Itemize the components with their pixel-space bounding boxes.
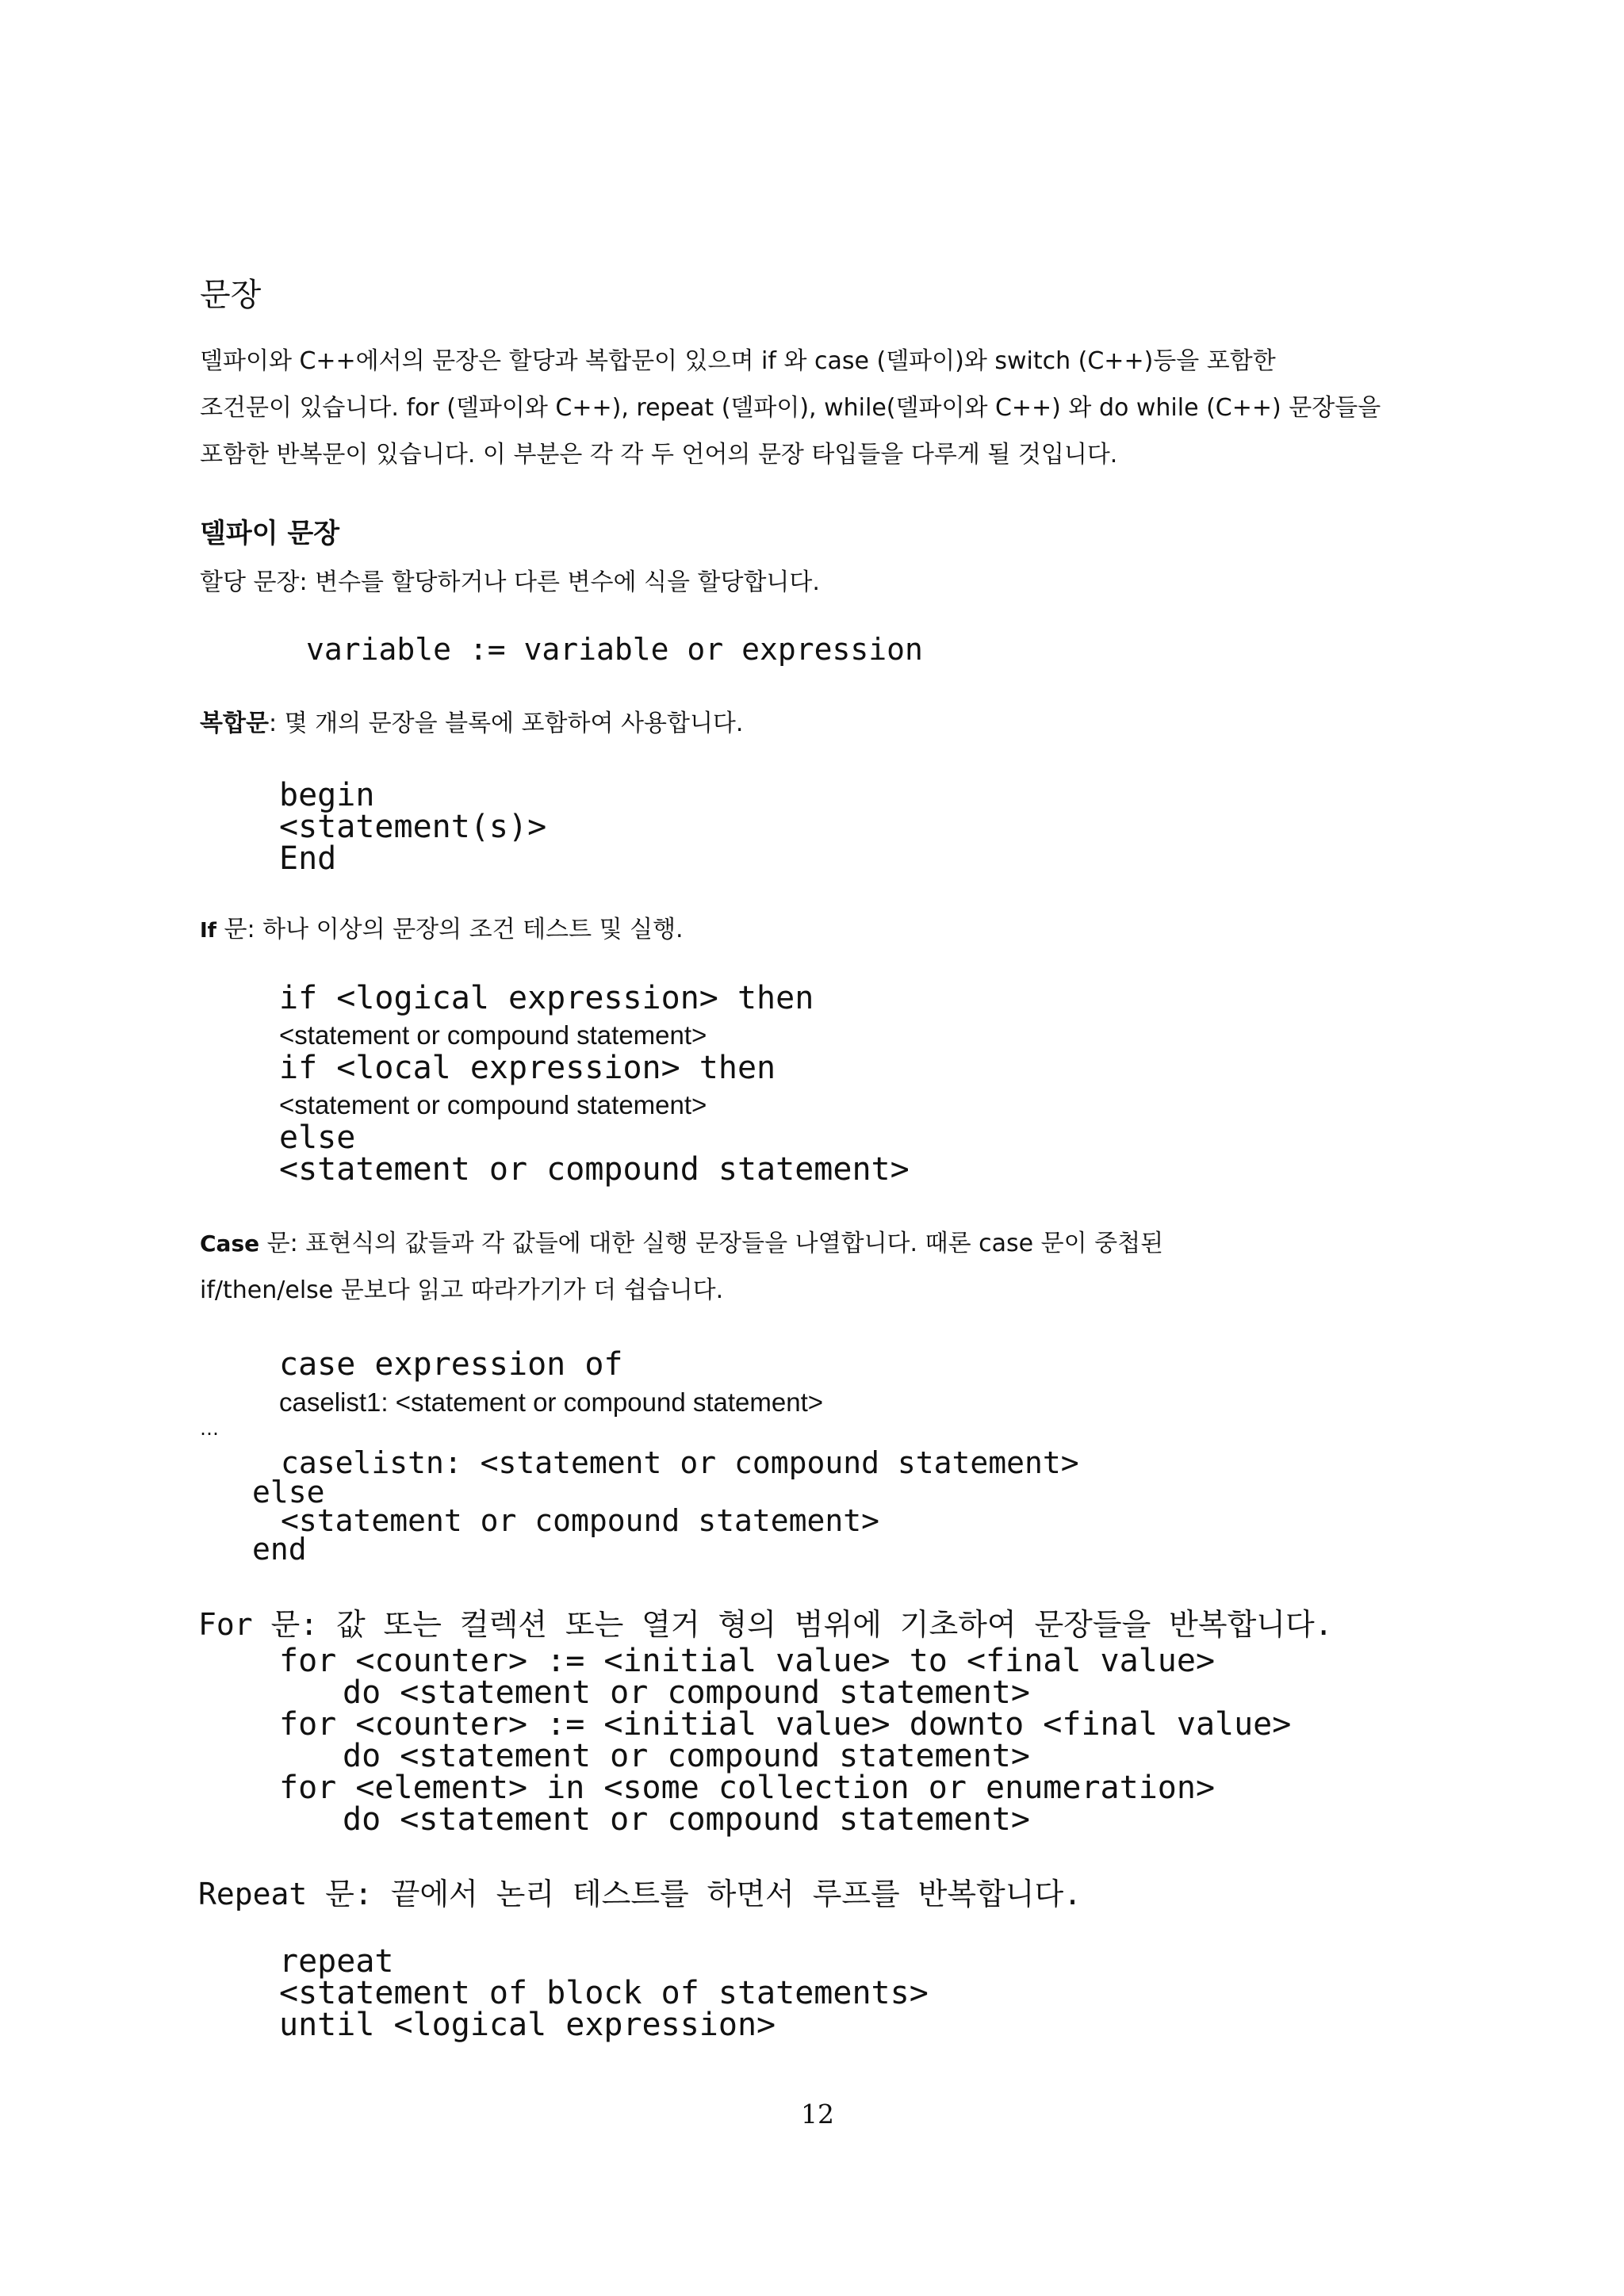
for-code-line-1: for <counter> := <initial value> to <final value>: [279, 1643, 1216, 1679]
compound-description: [200, 712, 743, 736]
case-code-line-5: <statement or compound statement>: [281, 1503, 879, 1538]
case-code-line-6: end: [252, 1532, 307, 1567]
case-description-2: if/then/else 문보다 읽고 따라가기가 더 쉽습니다.: [200, 1276, 724, 1304]
if-description: [200, 918, 684, 942]
compound-desc-text: : 몇 개의 문장을 블록에 포함하여 사용합니다.: [268, 710, 744, 737]
if-code-line-6: <statement or compound statement>: [279, 1151, 910, 1188]
compound-code-begin: begin: [279, 777, 375, 813]
for-code-line-2: do <statement or compound statement>: [343, 1674, 1030, 1711]
if-label: If: [200, 919, 216, 943]
repeat-description: Repeat 문: 끝에서 논리 테스트를 하면서 루프를 반복합니다.: [198, 1877, 1082, 1911]
delphi-heading: 델파이 문장: [200, 518, 340, 549]
case-description-1: [200, 1232, 1163, 1256]
if-code-line-2: <statement or compound statement>: [279, 1020, 707, 1050]
intro-line-3: 포함한 반복문이 있습니다. 이 부분은 각 각 두 언어의 문장 타입들을 다루게 될 것입니다.: [200, 441, 1118, 469]
compound-code-statements: <statement(s)>: [279, 809, 547, 845]
case-code-line-2: caselist1: <statement or compound statement>: [279, 1387, 824, 1417]
repeat-code-line-3: until <logical expression>: [279, 2007, 776, 2043]
if-desc-text: 문: 하나 이상의 문장의 조건 테스트 및 실행.: [216, 916, 684, 943]
repeat-code-line-2: <statement of block of statements>: [279, 1975, 929, 2011]
compound-code-end: End: [279, 840, 337, 877]
intro-line-2: 조건문이 있습니다. for (델파이와 C++), repeat (델파이), while(델파이와 C++) 와 do while (C++) 문장들을: [200, 394, 1381, 422]
case-code-line-3: caselistn: <statement or compound statement>: [281, 1445, 1079, 1480]
case-code-line-4: else: [252, 1475, 325, 1510]
for-code-line-4: do <statement or compound statement>: [343, 1738, 1030, 1774]
for-code-line-6: do <statement or compound statement>: [343, 1801, 1030, 1838]
assignment-code: variable := variable or expression: [306, 632, 923, 667]
if-code-line-4: <statement or compound statement>: [279, 1090, 707, 1119]
case-ellipsis: …: [200, 1418, 219, 1440]
for-code-line-5: for <element> in <some collection or enumeration>: [279, 1770, 1216, 1806]
page-title: 문장: [200, 277, 262, 313]
intro-line-1: 델파이와 C++에서의 문장은 할당과 복합문이 있으며 if 와 case (델파이)와 switch (C++)등을 포함한: [200, 347, 1276, 375]
compound-label: 복합문: [200, 710, 269, 737]
case-desc-text-1: 문: 표현식의 값들과 각 값들에 대한 실행 문장들을 나열합니다. 때론 case 문이 중첩된: [259, 1230, 1164, 1257]
if-code-line-3: if <local expression> then: [279, 1050, 776, 1086]
page-number: 12: [801, 2099, 834, 2130]
case-label: Case: [200, 1230, 260, 1257]
if-code-line-5: else: [279, 1119, 356, 1156]
repeat-code-line-1: repeat: [279, 1943, 394, 1980]
for-code-line-3: for <counter> := <initial value> downto <final value>: [279, 1706, 1292, 1743]
for-description: For 문: 값 또는 컬렉션 또는 열거 형의 범위에 기초하여 문장들을 반복합니다.: [198, 1607, 1333, 1642]
case-code-line-1: case expression of: [279, 1346, 623, 1383]
assignment-description: 할당 문장: 변수를 할당하거나 다른 변수에 식을 할당합니다.: [200, 568, 820, 596]
if-code-line-1: if <logical expression> then: [279, 980, 814, 1016]
